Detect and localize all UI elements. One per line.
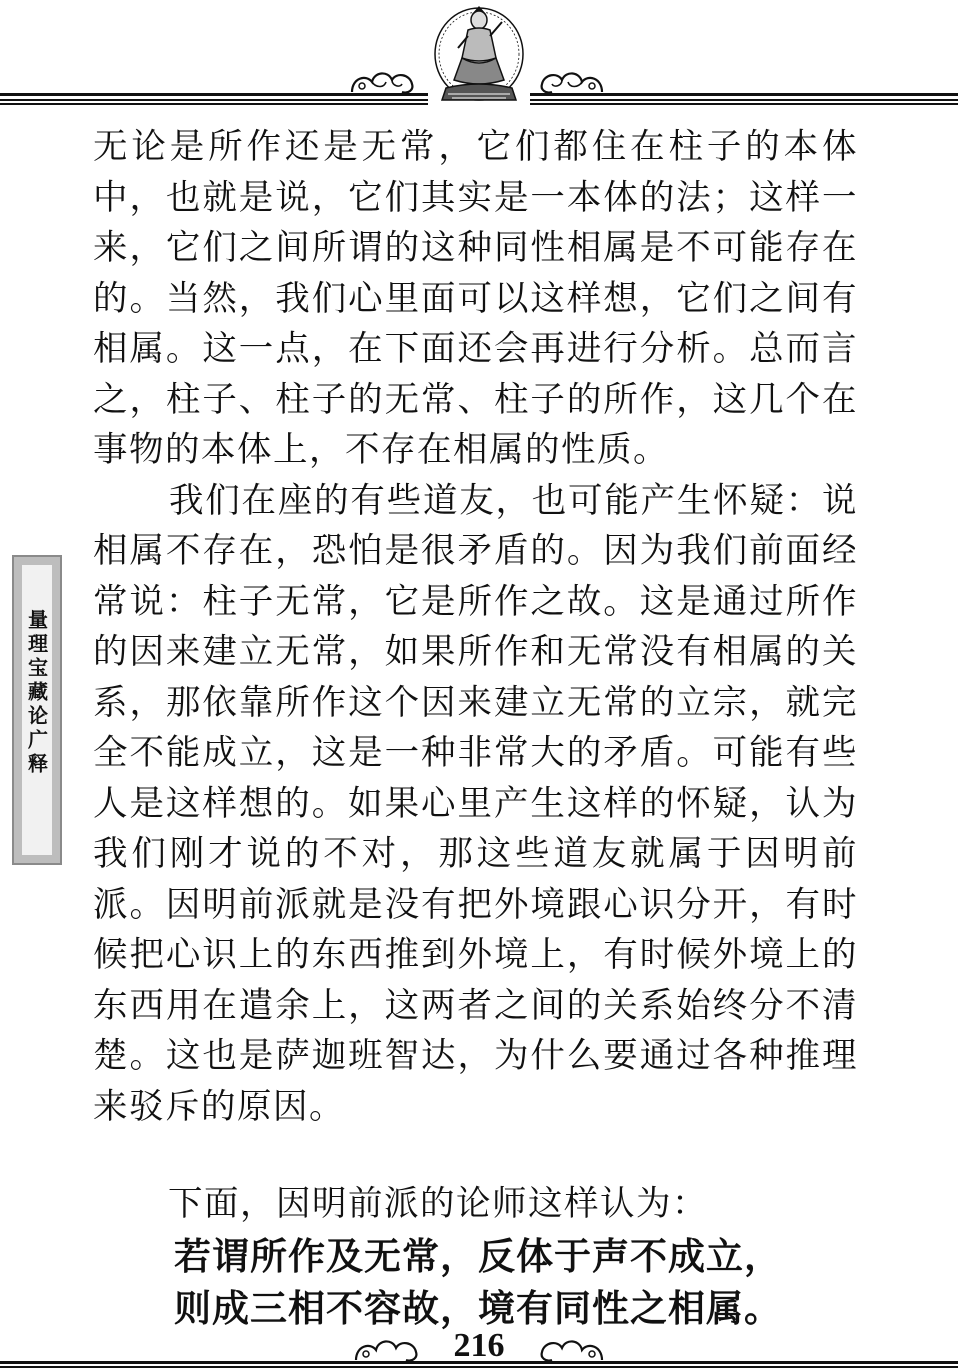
seated-deity-thangka-icon xyxy=(428,2,530,106)
verse-line-2: 则成三相不容故，境有同性之相属。 xyxy=(174,1287,782,1330)
page-number: 216 xyxy=(453,1327,505,1364)
side-book-tab xyxy=(12,555,62,865)
book-title: 量理宝藏论广释 xyxy=(24,609,49,777)
verse-intro: 下面，因明前派的论师这样认为： xyxy=(168,1184,708,1224)
body-text xyxy=(93,122,858,1132)
verse-line-1: 若谓所作及无常，反体于声不成立， xyxy=(174,1235,782,1278)
cloud-scroll-right-icon xyxy=(536,66,606,96)
paragraph-2: 我们在座的有些道友，也可能产生怀疑：说相属不存在，恐怕是很矛盾的。因为我们前面经常说：柱子无常，它是所作之故。这是通过所作的因来建立无常，如果所作和无常没有相属的关系，那依靠所作这个因来建立无常的立宗，就完全不能成立，这是一种非常大的矛盾。可能有些人是这样想的。如果心里产生这样的怀疑，认为我们刚才说的不对，那这些道友就属于因明前派。因明前派就是没有把外境跟心识分开，有时候把心识上的东西推到外境上，有时候外境上的东西用在遣余上，这两者之间的关系始终分不清楚。这也是萨迦班智达，为什么要通过各种推理来驳斥的原因。 xyxy=(93,480,858,1127)
paragraph-1: 无论是所作还是无常，它们都住在柱子的本体中，也就是说，它们其实是一本体的法；这样一来，它们之间所谓的这种同性相属是不可能存在的。当然，我们心里面可以这样想，它们之间有相属。这一点，在下面还会再进行分析。总而言之，柱子、柱子的无常、柱子的所作，这几个在事物的本体上，不存在相属的性质。 xyxy=(93,127,858,470)
cloud-scroll-left-icon xyxy=(348,66,418,96)
